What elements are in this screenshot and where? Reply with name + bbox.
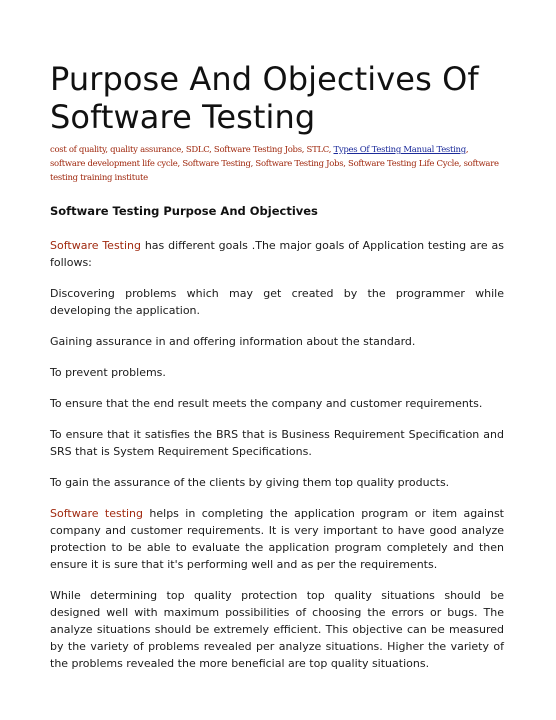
- objective-item: To ensure that it satisfies the BRS that is Business Requirement Specification and SRS that is System Requirement Specifications.: [50, 428, 504, 458]
- tag-link-manual-testing[interactable]: Types Of Testing Manual Testing: [333, 145, 466, 155]
- objective-item: To prevent problems.: [50, 366, 166, 379]
- intro-highlight: Software Testing: [50, 239, 141, 252]
- tags-text: cost of quality, quality assurance, SDLC, Software Testing Jobs, STLC,: [50, 145, 334, 155]
- body-text: helps in completing the application program or item against company and customer requirements. It is very important to have good analyze protection to be able to evaluate the application program completely and then ensure it is sure that it's performing well and as per the requirements.: [50, 507, 504, 571]
- body-highlight: Software testing: [50, 507, 144, 520]
- intro-text: has different goals .The major goals of Application testing are as follows:: [50, 239, 504, 269]
- tag-list: [50, 143, 504, 185]
- objective-item: To ensure that the end result meets the company and customer requirements.: [50, 397, 483, 410]
- objective-item: Discovering problems which may get created by the programmer while developing the application.: [50, 287, 504, 317]
- page-title: Purpose And Objectives Of Software Testing: [50, 60, 479, 136]
- tags-text-rest: , software development life cycle, Software Testing, Software Testing Jobs, Software Testing Life Cycle, software testing training institute: [50, 145, 499, 183]
- body-paragraph: [50, 505, 504, 573]
- objective-item: Gaining assurance in and offering information about the standard.: [50, 335, 416, 348]
- body-paragraph-2: While determining top quality protection top quality situations should be designed well with maximum possibilities of choosing the errors or bugs. The analyze situations should be extremely efficient. This objective can be measured by the variety of problems revealed per analyze situations. Higher the variety of the problems revealed the more beneficial are top quality situations.: [50, 589, 504, 670]
- objective-item: To gain the assurance of the clients by giving them top quality products.: [50, 476, 450, 489]
- intro-paragraph: [50, 237, 504, 271]
- section-heading: Software Testing Purpose And Objectives: [50, 204, 318, 218]
